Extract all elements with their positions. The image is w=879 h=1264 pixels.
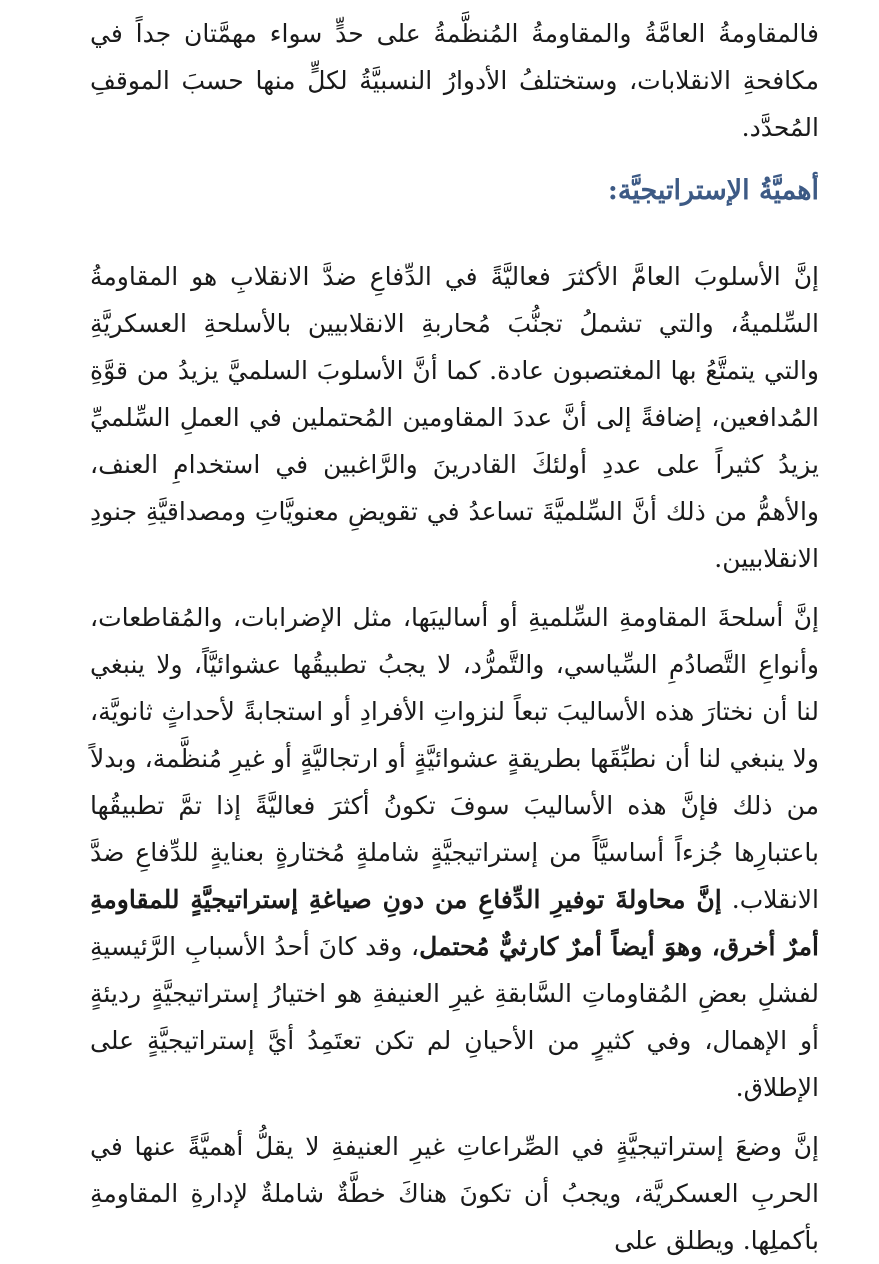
paragraph-text-start: إنَّ أسلحةَ المقاومةِ السِّلميةِ أو أساليبَها، مثل الإضرابات، والمُقاطعات، وأنواعِ التَّصادُمِ السِّياسي، والتَّمرُّد، لا يجبُ تطبيقُها عشوائيَّاً، ولا ينبغي لنا أن نختارَ هذه الأساليبَ تبعاً لنزواتِ الأفرادِ أو استجابةً لأحداثٍ ثانويَّة، ولا ينبغي لنا أن نطبِّقَها بطريقةٍ عشوائيَّةٍ أو ارتجاليَّةٍ أو غيرِ مُنظَّمة، وبدلاً من ذلك فإنَّ هذه الأساليبَ سوفَ تكونُ أكثرَ فعاليَّةً إذا تمَّ تطبيقُها باعتبارِها جُزءاً أساسيَّاً من إستراتيجيَّةٍ شاملةٍ مُختارةٍ بعنايةٍ للدِّفاعِ ضدَّ الانقلاب.	[90, 603, 819, 914]
paragraph-nonviolence-method: إنَّ الأسلوبَ العامَّ الأكثرَ فعاليَّةً في الدِّفاعِ ضدَّ الانقلابِ هو المقاومةُ السِّلميةُ، والتي تشملُ تجنُّبَ مُحاربةِ الانقلابيين بالأسلحةِ العسكريَّةِ والتي يتمتَّعُ بها المغتصبون عادة. كما أنَّ الأسلوبَ السلميَّ يزيدُ من قوَّةِ المُدافعين، إضافةً إلى أنَّ عددَ المقاومين المُحتملين في العملِ السِّلميِّ يزيدُ كثيراً على عددِ أولئكَ القادرينَ والرَّاغبين في استخدامِ العنف، والأهمُّ من ذلك أنَّ السِّلميَّةَ تساعدُ في تقويضِ معنويَّاتِ ومصداقيَّةِ جنودِ الانقلابيين.	[90, 262, 819, 573]
bold-emphasis-text: إنَّ محاولةَ توفيرِ الدِّفاعِ من دونِ صياغةِ إستراتيجيَّةٍ للمقاومةِ أمرٌ أخرق، وهوَ أيضاً أمرٌ كارثيٌّ مُحتمل	[90, 885, 819, 961]
paragraph-strategy-nonviolent-conflict: إنَّ وضعَ إستراتيجيَّةٍ في الصِّراعاتِ غيرِ العنيفةِ لا يقلُّ أهميَّةً عنها في الحربِ العسكريَّة، ويجبُ أن تكونَ هناكَ خطَّةٌ شاملةٌ لإدارةِ المقاومةِ بأكملِها. ويطلق على	[90, 1132, 819, 1255]
paragraph-text-end: ، وقد كانَ أحدُ الأسبابِ الرَّئيسيةِ لفشلِ بعضِ المُقاوماتِ السَّابقةِ غيرِ العنيفةِ هو اختيارُ إستراتيجيَّةٍ رديئةٍ أو الإهمال، وفي كثيرٍ من الأحيانِ لم تكن تعتَمِدُ أيَّ إستراتيجيَّةٍ على الإطلاق.	[90, 932, 819, 1102]
paragraph-resistance-weapons	[90, 594, 819, 1111]
intro-paragraph: فالمقاومةُ العامَّةُ والمقاومةُ المُنظَّمةُ على حدٍّ سواء مهمَّتان جداً في مكافحةِ الانقلابات، وستختلفُ الأدوارُ النسبيَّةُ لكلٍّ منها حسبَ الموقفِ المُحدَّد.	[90, 19, 819, 142]
section-heading: أهميَّةُ الإستراتيجيَّة:	[607, 175, 819, 206]
